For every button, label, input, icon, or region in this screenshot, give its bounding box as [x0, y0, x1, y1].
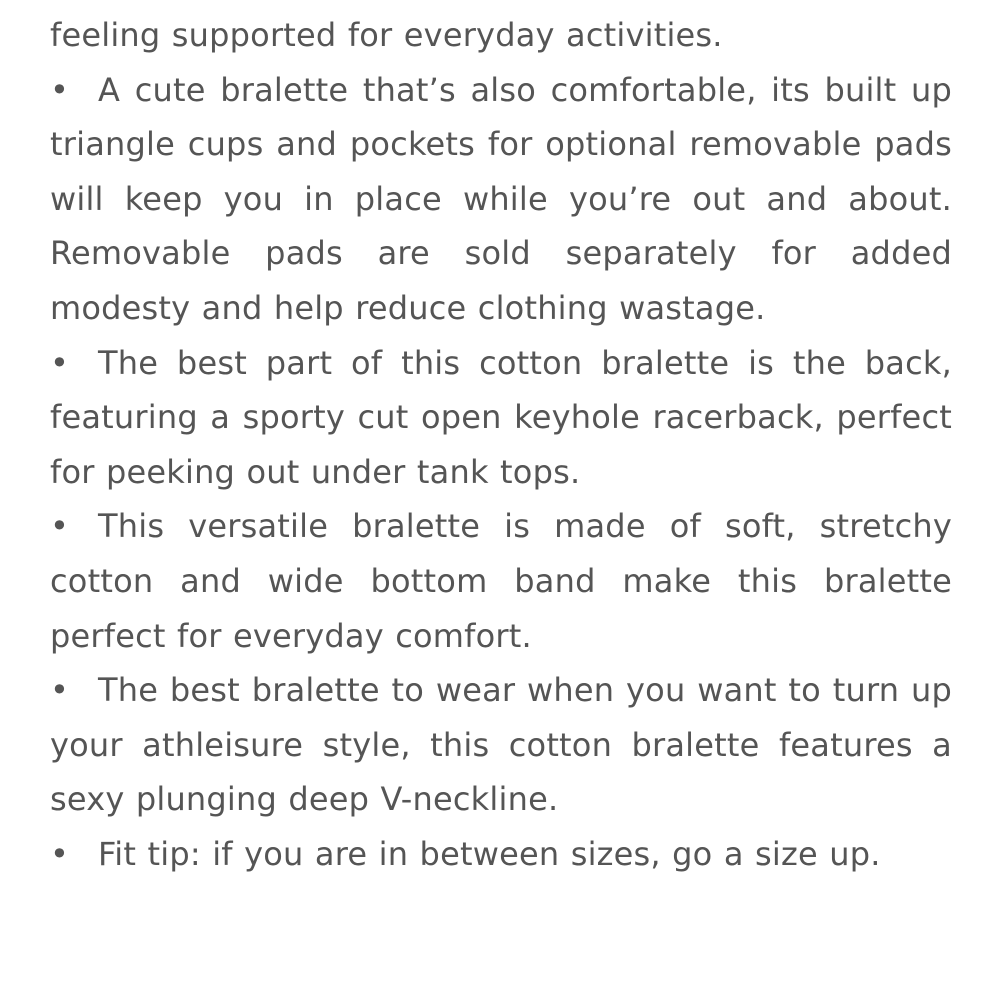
bullet-icon: • — [50, 671, 70, 710]
list-item — [50, 827, 952, 882]
bullet-icon: • — [50, 343, 70, 382]
bullet-icon: • — [50, 507, 70, 546]
bullet-icon: • — [50, 834, 70, 873]
product-description — [50, 8, 952, 882]
list-item — [50, 663, 952, 827]
lead-paragraph: feeling supported for everyday activities. — [50, 16, 723, 54]
list-item-text: This versatile bralette is made of soft, stretchy cotton and wide bottom band make this bralette perfect for everyday comfort. — [50, 507, 952, 655]
list-item — [50, 336, 952, 500]
list-item-text: The best bralette to wear when you want to turn up your athleisure style, this cotton bralette features a sexy plunging deep V-neckline. — [50, 671, 952, 819]
list-item-text: The best part of this cotton bralette is the back, featuring a sporty cut open keyhole racerback, perfect for peeking out under tank tops. — [50, 343, 952, 491]
list-item — [50, 499, 952, 663]
list-item — [50, 63, 952, 336]
list-item-text: Fit tip: if you are in between sizes, go a size up. — [98, 834, 881, 873]
bullet-icon: • — [50, 70, 70, 109]
list-item-text: A cute bralette that’s also comfortable, its built up triangle cups and pockets for optional removable pads will keep you in place while you’re out and about. Removable pads are sold separately for added modesty and help reduce clothing wastage. — [50, 70, 952, 327]
